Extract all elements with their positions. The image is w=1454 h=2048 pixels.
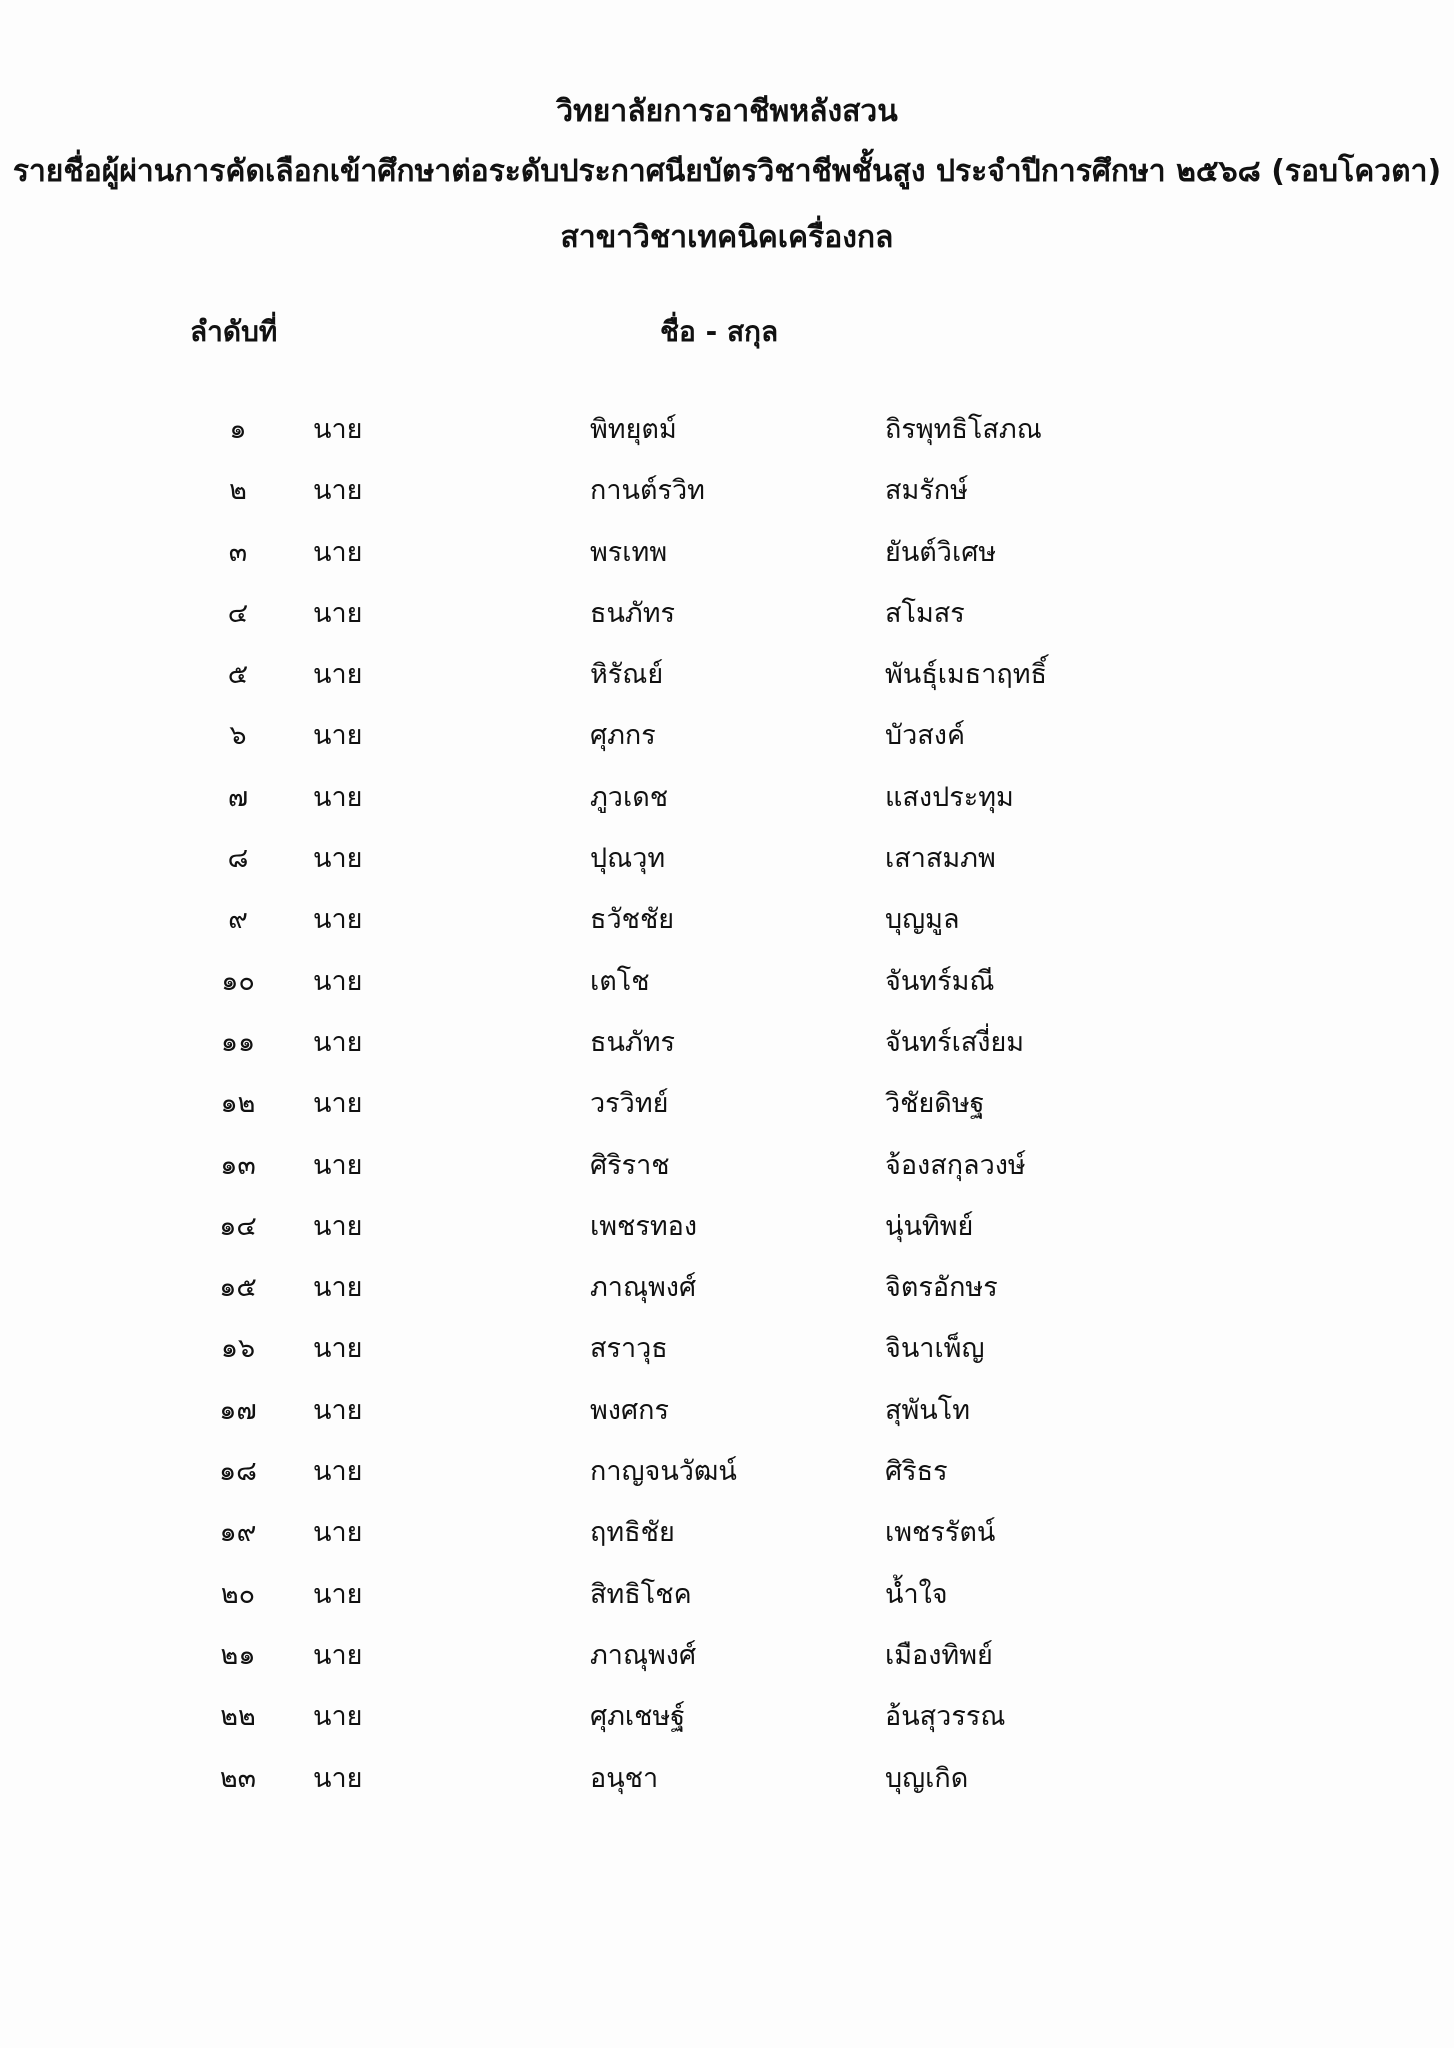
list-item <box>0 839 1454 900</box>
name-prefix: นาย <box>313 1456 363 1488</box>
row-number: ๒๑ <box>220 1639 256 1671</box>
name-prefix: นาย <box>313 659 363 691</box>
first-name: ศุภกร <box>590 720 656 752</box>
last-name: จ้องสกุลวงษ์ <box>885 1149 1026 1181</box>
list-item <box>0 962 1454 1023</box>
last-name: วิชัยดิษฐ <box>885 1088 985 1120</box>
last-name: จันทร์เสงี่ยม <box>885 1026 1025 1058</box>
last-name: นุ่นทิพย์ <box>885 1210 974 1242</box>
row-number: ๘ <box>227 843 249 875</box>
department-title: สาขาวิชาเทคนิคเครื่องกล <box>560 220 894 255</box>
list-item <box>0 1391 1454 1452</box>
first-name: สราวุธ <box>590 1333 668 1365</box>
first-name: วรวิทย์ <box>590 1088 669 1120</box>
first-name: ศิริราช <box>590 1149 670 1181</box>
list-item <box>0 471 1454 532</box>
name-prefix: นาย <box>313 536 363 568</box>
first-name: พงศกร <box>590 1394 669 1426</box>
name-prefix: นาย <box>313 475 363 507</box>
last-name: จิตรอักษร <box>885 1272 998 1304</box>
first-name: ธนภัทร <box>590 1026 676 1058</box>
first-name: สิทธิโชค <box>590 1578 692 1610</box>
last-name: บัวสงค์ <box>885 720 966 752</box>
list-item <box>0 1023 1454 1084</box>
first-name: หิรัณย์ <box>590 659 664 691</box>
row-number: ๔ <box>227 597 249 629</box>
name-prefix: นาย <box>313 414 363 445</box>
list-item <box>0 1513 1454 1574</box>
row-number: ๗ <box>227 781 249 813</box>
row-number: ๑๕ <box>219 1272 257 1304</box>
first-name: ภาณุพงศ์ <box>590 1272 697 1304</box>
name-prefix: นาย <box>313 843 363 875</box>
first-name: ปุณวุท <box>590 843 666 875</box>
name-prefix: นาย <box>313 1578 363 1610</box>
row-number: ๑๖ <box>220 1333 256 1365</box>
row-number: ๒ <box>229 475 247 507</box>
list-item <box>0 594 1454 655</box>
row-number: ๒๓ <box>219 1762 257 1794</box>
last-name: พันธุ์เมธาฤทธิ์ <box>885 659 1048 691</box>
name-prefix: นาย <box>313 965 363 997</box>
last-name: บุญเกิด <box>885 1762 969 1794</box>
last-name: ยันต์วิเศษ <box>885 536 997 568</box>
first-name: ฤทธิชัย <box>590 1517 675 1549</box>
name-prefix: นาย <box>313 1394 363 1426</box>
list-item <box>0 1575 1454 1636</box>
last-name: จันทร์มณี <box>885 965 995 997</box>
name-prefix: นาย <box>313 720 363 752</box>
name-prefix: นาย <box>313 1639 363 1671</box>
name-prefix: นาย <box>313 1333 363 1365</box>
last-name: สุพันโท <box>885 1394 971 1426</box>
row-number: ๕ <box>227 659 249 691</box>
first-name: เตโช <box>590 965 650 997</box>
list-item <box>0 655 1454 716</box>
first-name: ภูวเดช <box>590 781 669 813</box>
last-name: ศิริธร <box>885 1456 948 1488</box>
list-item <box>0 533 1454 594</box>
first-name: พิทยุตม์ <box>590 414 677 445</box>
list-item <box>0 778 1454 839</box>
name-prefix: นาย <box>313 1026 363 1058</box>
first-name: ศุภเชษฐ์ <box>590 1701 686 1733</box>
row-number: ๑๔ <box>219 1210 257 1242</box>
row-number: ๑๒ <box>220 1088 256 1120</box>
row-number: ๓ <box>228 536 248 568</box>
last-name: เมืองทิพย์ <box>885 1639 993 1671</box>
row-number: ๑๓ <box>220 1149 256 1181</box>
row-number: ๒๐ <box>220 1578 256 1610</box>
column-header-name: ชื่อ - สกุล <box>660 315 779 348</box>
last-name: เสาสมภพ <box>885 843 996 875</box>
last-name: แสงประทุม <box>885 781 1014 813</box>
announcement-title: รายชื่อผู้ผ่านการคัดเลือกเข้าศึกษาต่อระดับประกาศนียบัตรวิชาชีพชั้นสูง ประจำปีการศึกษา ๒๕๖๘ (รอบโควตา) <box>12 154 1442 189</box>
row-number: ๑ <box>229 414 247 445</box>
list-item <box>0 1207 1454 1268</box>
name-prefix: นาย <box>313 1210 363 1242</box>
list-item <box>0 716 1454 777</box>
first-name: พรเทพ <box>590 536 668 568</box>
list-item <box>0 1759 1454 1820</box>
last-name: ถิรพุทธิโสภณ <box>885 414 1042 445</box>
list-item <box>0 1084 1454 1145</box>
name-prefix: นาย <box>313 904 363 936</box>
name-prefix: นาย <box>313 597 363 629</box>
list-item <box>0 1329 1454 1390</box>
last-name: สมรักษ์ <box>885 475 968 507</box>
first-name: ภาณุพงศ์ <box>590 1639 697 1671</box>
first-name: อนุชา <box>590 1762 659 1794</box>
row-number: ๑๘ <box>219 1456 257 1488</box>
first-name: เพชรทอง <box>590 1210 698 1242</box>
last-name: เพชรรัตน์ <box>885 1517 996 1549</box>
name-prefix: นาย <box>313 1149 363 1181</box>
name-prefix: นาย <box>313 1762 363 1794</box>
list-item <box>0 1268 1454 1329</box>
name-prefix: นาย <box>313 781 363 813</box>
list-item <box>0 900 1454 961</box>
row-number: ๑๑ <box>220 1026 256 1058</box>
list-item <box>0 1452 1454 1513</box>
student-list <box>0 410 1454 1820</box>
last-name: น้ำใจ <box>885 1578 948 1610</box>
last-name: อ้นสุวรรณ <box>885 1701 1006 1733</box>
name-prefix: นาย <box>313 1701 363 1733</box>
name-prefix: นาย <box>313 1517 363 1549</box>
row-number: ๑๗ <box>219 1394 257 1426</box>
row-number: ๑๙ <box>219 1517 257 1549</box>
last-name: จินาเพ็ญ <box>885 1333 985 1365</box>
last-name: สโมสร <box>885 597 965 629</box>
first-name: ธวัชชัย <box>590 904 675 936</box>
row-number: ๖ <box>229 720 247 752</box>
first-name: กานต์รวิท <box>590 475 705 507</box>
last-name: บุญมูล <box>885 904 960 936</box>
row-number: ๑๐ <box>221 965 255 997</box>
list-item <box>0 1636 1454 1697</box>
institution-title: วิทยาลัยการอาชีพหลังสวน <box>556 94 898 129</box>
column-header-number: ลำดับที่ <box>190 315 278 348</box>
list-item <box>0 410 1454 471</box>
first-name: กาญจนวัฒน์ <box>590 1456 737 1488</box>
list-item <box>0 1697 1454 1758</box>
name-prefix: นาย <box>313 1088 363 1120</box>
row-number: ๙ <box>228 904 248 936</box>
name-prefix: นาย <box>313 1272 363 1304</box>
row-number: ๒๒ <box>220 1701 256 1733</box>
first-name: ธนภัทร <box>590 597 676 629</box>
list-item <box>0 1146 1454 1207</box>
